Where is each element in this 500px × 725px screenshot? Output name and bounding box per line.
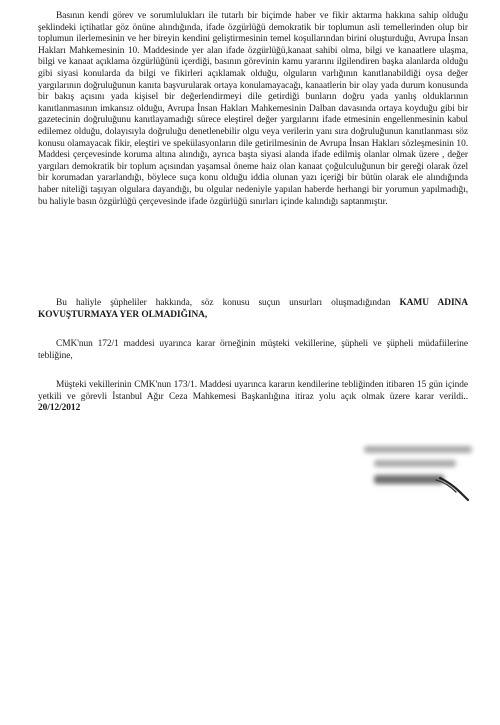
decision-text: Bu haliyle şüpheliler hakkında, söz konusu suçun unsurları oluşmadığından xyxy=(56,298,400,308)
signature-pen-stroke xyxy=(340,440,480,510)
signature-block xyxy=(340,440,480,510)
decision-paragraph xyxy=(38,298,468,321)
appeal-text: Müşteki vekillerinin CMK'nun 173/1. Maddesi uyarınca kararın kendilerine tebliğinden itibaren 15 gün içinde yetkili ve görevli İstanbul Ağır Ceza Mahkemesi Başkanlığına itiraz yolu açık olmak üzere karar verildi.. xyxy=(38,380,468,402)
decision-verdict: KAMU ADINA KOVUŞTURMAYA YER OLMADIĞINA, xyxy=(38,298,468,320)
notification-paragraph: CMK'nun 172/1 maddesi uyarınca karar örneğinin müşteki vekillerine, şüpheli ve şüpheli müdafiilerine tebliğine, xyxy=(38,339,468,361)
decision-date: 20/12/2012 xyxy=(38,403,81,414)
appeal-paragraph xyxy=(38,380,468,415)
reasoning-paragraph: Basının kendi görev ve sorumlulukları ile tutarlı bir biçimde haber ve fikir aktarma hakkına sahip olduğu şeklindeki içtihatlar göz önüne alındığında, ifade özgürlüğü demokratik bir toplumun asli temellerinden olup bir toplumun ilerlemesinin ve her bireyin kendini geliştirmesinin temel koşullarından birini oluşturduğu, Avrupa İnsan Hakları Mahkemesinin 10. Maddesinde yer alan ifade özgürlüğü,kanaat sahibi olma, bilgi ve kanaatlere ulaşma, bilgi ve kanaat açıklama özgürlüğünü içerdiği, basının görevinin kamu yararını ilgilendiren başka alanlarda olduğu gibi siyasi konularda da bilgi ve fikirleri açıklamak olduğu, olguların varlığının kanıtlanabildiği oysa değer yargılarının doğruluğunun kanıta başvurularak ortaya konulamayacağı, kanaatlerin bir olay yada durum konusunda bir bakış açısını yada kişisel bir değerlendirmeyi dile getirdiği bunların doğru yada yanlış olduklarının kanıtlanmasının imkansız olduğu, Avrupa İnsan Hakları Mahkemesinin Dalban davasında ortaya koyduğu gibi bir gazetecinin doğruluğunu kanıtlayamadığı sürece eleştirel değer yargılarını ifade etmesinin engellenmesinin kabul edilemez olduğu, dolayısıyla doğruluğu denetlenebilir olgu veya verilerin yanı sıra doğruluğunun kanıtlanması söz konusu olamayacak fikir, eleştiri ve spekülasyonların dile getirilmesinin de Avrupa İnsan Hakları sözleşmesinin 10. Maddesi çerçevesinde koruma altına alındığı, ayrıca başta siyasi alanda ifade edilmiş olanlar olmak üzere , değer yargıları demokratik bir toplum açısından yaşamsal öneme haiz olan kanaat çoğulculuğunun bir gereği olarak özel bir korumadan yararlandığı, böylece suça konu olduğu iddia olunan yazı içeriği bir bütün olarak ele alındığında haber niteliği taşıyan olgulara dayandığı, bu olgular nedeniyle yapılan haberde herhangi bir yorumun yapılmadığı, bu haliyle basın özgürlüğü çerçevesinde ifade özgürlüğü sınırları içinde kalındığı saptanmıştır. xyxy=(38,11,468,207)
